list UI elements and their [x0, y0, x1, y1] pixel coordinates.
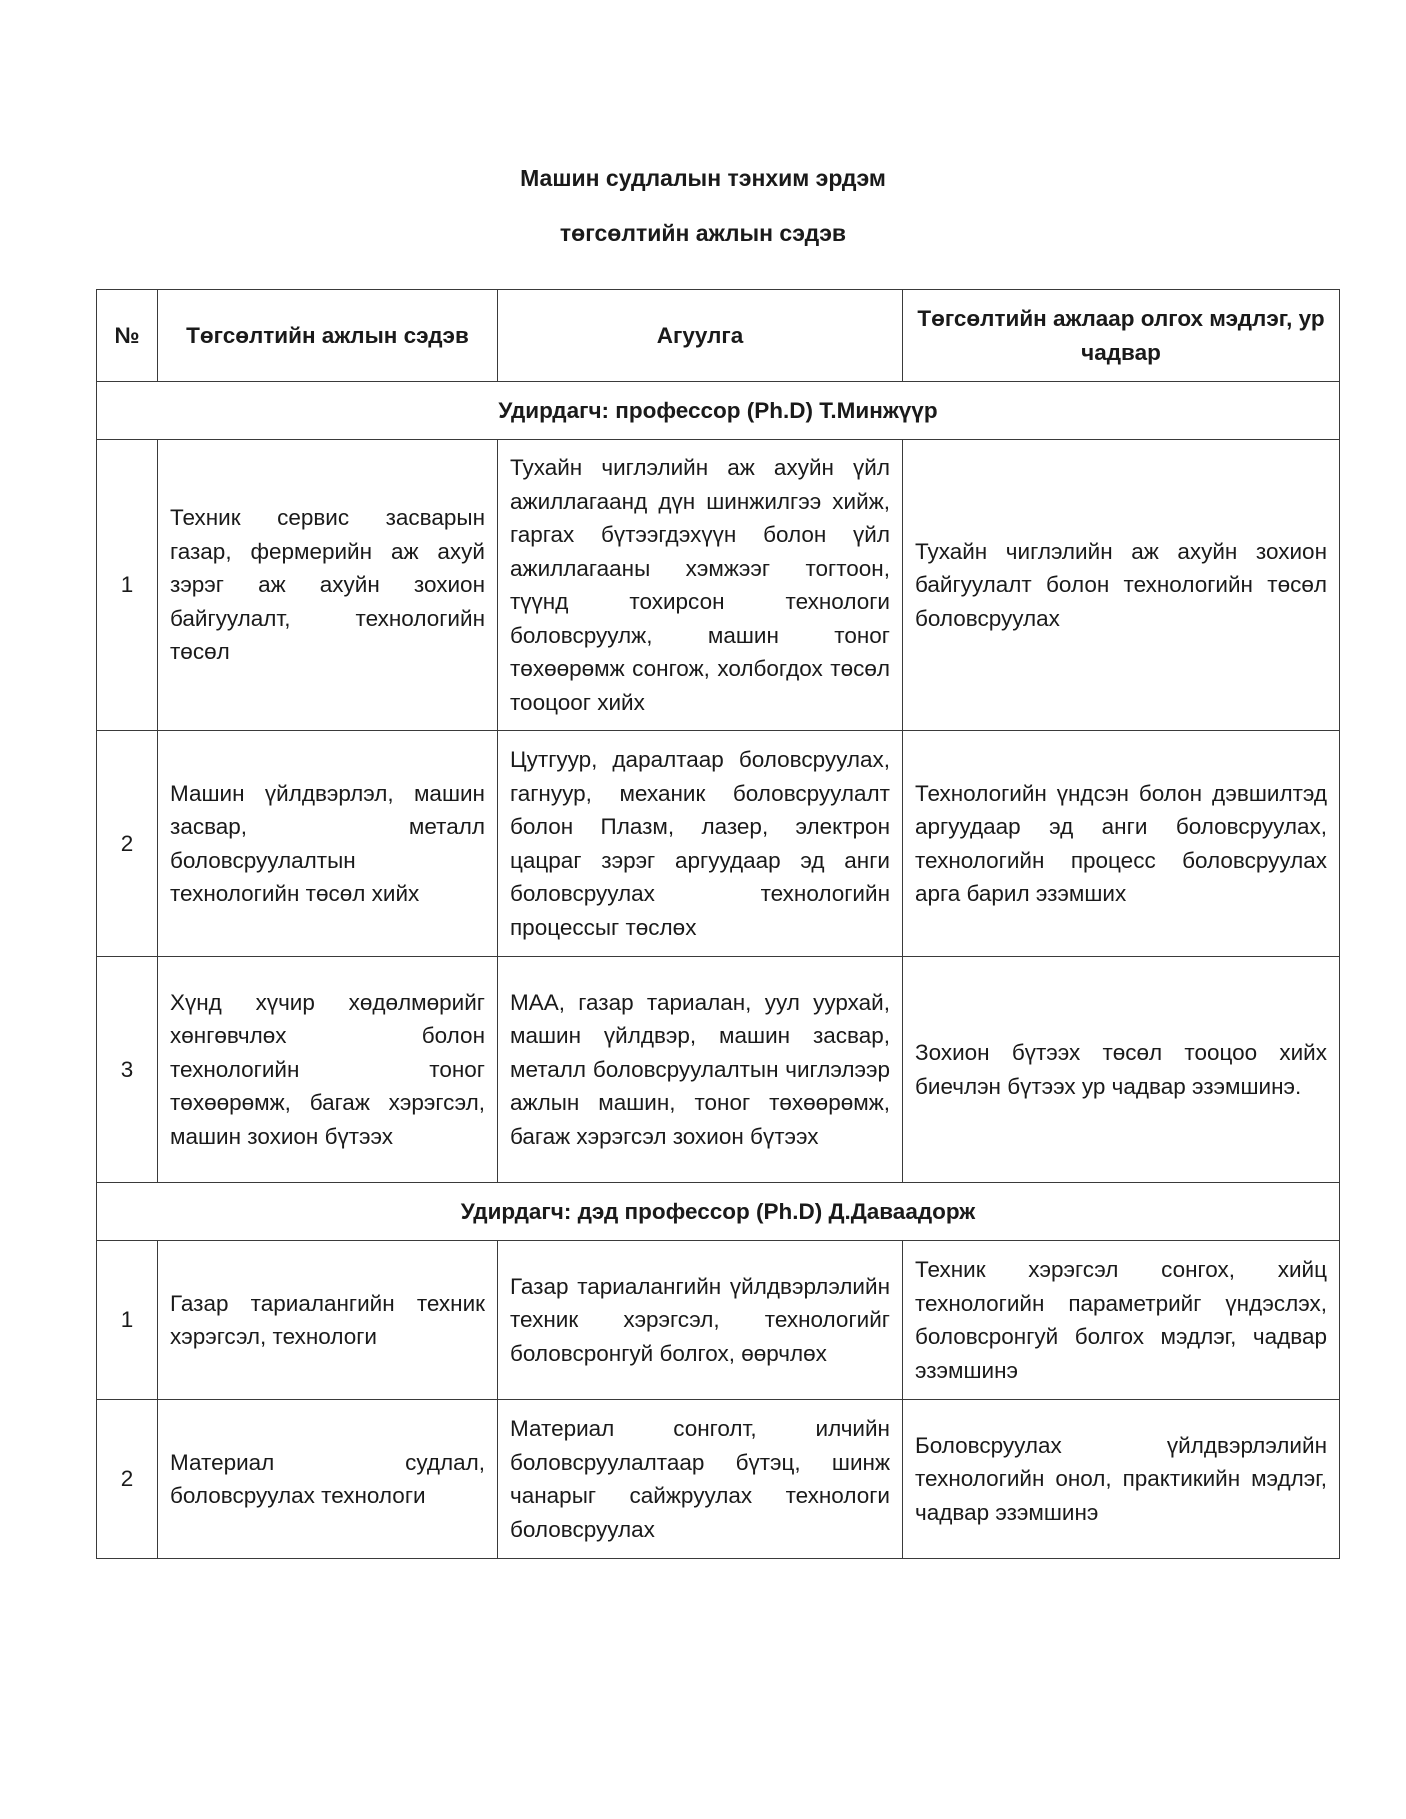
row-topic: Газар тариалангийн техник хэрэгсэл, технологи	[158, 1241, 498, 1400]
table-header-row	[97, 290, 1340, 382]
row-content: Газар тариалангийн үйлдвэрлэлийн техник хэрэгсэл, технологийг боловсронгуй болгох, өөрчлөх	[498, 1241, 903, 1400]
row-number: 2	[97, 731, 158, 957]
row-skills: Тухайн чиглэлийн аж ахуйн зохион байгуулалт болон технологийн төсөл боловсруулах	[903, 440, 1340, 731]
header-content: Агуулга	[498, 290, 903, 382]
supervisor-name: Удирдагч: профессор (Ph.D) Т.Минжүүр	[97, 382, 1340, 440]
row-number: 2	[97, 1400, 158, 1559]
row-content: Материал сонголт, илчийн боловсруулалтаар бүтэц, шинж чанарыг сайжруулах технологи боловсруулах	[498, 1400, 903, 1559]
table-row	[97, 440, 1340, 731]
supervisor-row	[97, 1183, 1340, 1241]
row-topic: Техник сервис засварын газар, фермерийн аж ахуй зэрэг аж ахуйн зохион байгуулалт, технологийн төсөл	[158, 440, 498, 731]
table-row	[97, 731, 1340, 957]
row-skills: Боловсруулах үйлдвэрлэлийн технологийн онол, практикийн мэдлэг, чадвар эзэмшинэ	[903, 1400, 1340, 1559]
row-content: МАА, газар тариалан, уул уурхай, машин үйлдвэр, машин засвар, металл боловсруулалтын чиглэлээр ажлын машин, тоног төхөөрөмж, багаж хэрэгсэл зохион бүтээх	[498, 957, 903, 1183]
row-skills: Зохион бүтээх төсөл тооцоо хийх биечлэн бүтээх ур чадвар эзэмшинэ.	[903, 957, 1340, 1183]
table-row	[97, 1241, 1340, 1400]
thesis-topics-table	[96, 289, 1340, 1559]
row-skills: Техник хэрэгсэл сонгох, хийц технологийн параметрийг үндэслэх, боловсронгуй болгох мэдлэг, чадвар эзэмшинэ	[903, 1241, 1340, 1400]
row-content: Цутгуур, даралтаар боловсруулах, гагнуур, механик боловсруулалт болон Плазм, лазер, электрон цацраг зэрэг аргуудаар эд анги боловсруулах технологийн процессыг төслөх	[498, 731, 903, 957]
row-content: Тухайн чиглэлийн аж ахуйн үйл ажиллагаанд дүн шинжилгээ хийж, гаргах бүтээгдэхүүн болон үйл ажиллагааны хэмжээг тогтоон, түүнд тохирсон технологи боловсруулж, машин тоног төхөөрөмж сонгож, холбогдох төсөл тооцоог хийх	[498, 440, 903, 731]
row-topic: Машин үйлдвэрлэл, машин засвар, металл боловсруулалтын технологийн төсөл хийх	[158, 731, 498, 957]
table-row	[97, 1400, 1340, 1559]
document-title-line-2: төгсөлтийн ажлын сэдэв	[559, 220, 847, 246]
document-title-line-1: Машин судлалын тэнхим эрдэм	[520, 165, 886, 191]
row-number: 3	[97, 957, 158, 1183]
header-topic: Төгсөлтийн ажлын сэдэв	[158, 290, 498, 382]
header-number: №	[97, 290, 158, 382]
row-number: 1	[97, 440, 158, 731]
row-skills: Технологийн үндсэн болон дэвшилтэд аргуудаар эд анги боловсруулах, технологийн процесс боловсруулах арга барил эзэмших	[903, 731, 1340, 957]
supervisor-row	[97, 382, 1340, 440]
header-skills: Төгсөлтийн ажлаар олгох мэдлэг, ур чадвар	[903, 290, 1340, 382]
row-topic: Материал судлал, боловсруулах технологи	[158, 1400, 498, 1559]
table-row	[97, 957, 1340, 1183]
row-topic: Хүнд хүчир хөдөлмөрийг хөнгөвчлөх болон технологийн тоног төхөөрөмж, багаж хэрэгсэл, машин зохион бүтээх	[158, 957, 498, 1183]
row-number: 1	[97, 1241, 158, 1400]
supervisor-name: Удирдагч: дэд профессор (Ph.D) Д.Даваадорж	[97, 1183, 1340, 1241]
